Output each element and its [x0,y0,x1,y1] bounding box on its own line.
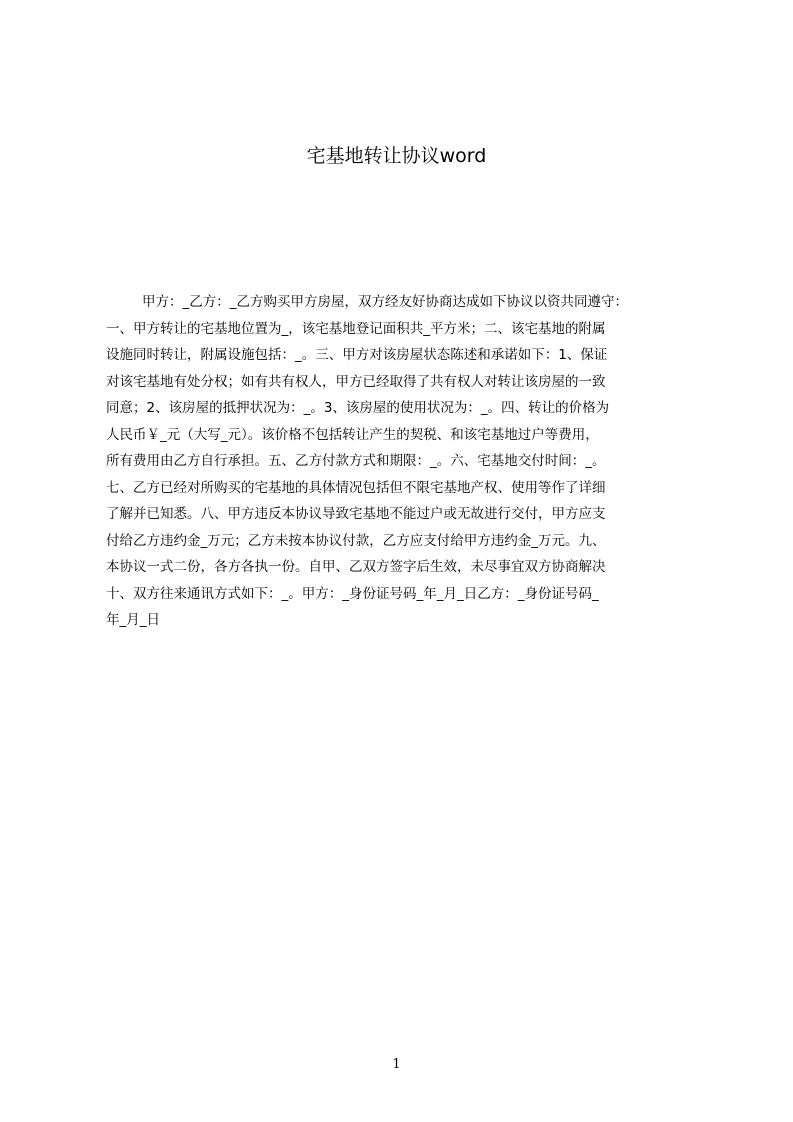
body-line: 本协议一式二份，各方各执一份。自甲、乙双方签字后生效，未尽事宜双方协商解决 [106,559,606,575]
body-line: 付给乙方违约金_万元；乙方未按本协议付款，乙方应支付给甲方违约金_万元。九、 [106,532,606,549]
body-line: 七、乙方已经对所购买的宅基地的具体情况包括但不限宅基地产权、使用等作了详细 [106,479,606,496]
body-line: 对该宅基地有处分权；如有共有权人，甲方已经取得了共有权人对转让该房屋的一致 [106,373,606,390]
body-line: 同意；2、该房屋的抵押状况为：_。3、该房屋的使用状况为：_。四、转让的价格为 [106,400,610,416]
document-title: 宅基地转让协议word [306,145,487,167]
body-line: 所有费用由乙方自行承担。五、乙方付款方式和期限：_。六、宅基地交付时间：_。 [106,453,606,469]
body-line: 十、双方往来通讯方式如下：_。甲方：_身份证号码_年_月_日乙方：_身份证号码_ [106,585,599,602]
body-line: 年_月_日 [106,612,160,628]
body-line: 甲方：_乙方：_乙方购买甲方房屋，双方经友好协商达成如下协议以资共同遵守： [142,294,628,310]
agreement-body [106,289,706,634]
page-number: 1 [392,1057,401,1072]
body-line: 设施同时转让，附属设施包括：_。三、甲方对该房屋状态陈述和承诺如下：1、保证 [106,347,608,363]
body-line: 人民币￥_元（大写_元）。该价格不包括转让产生的契税、和该宅基地过户等费用， [106,426,599,443]
body-line: 了解并已知悉。八、甲方违反本协议导致宅基地不能过户或无故进行交付，甲方应支 [106,506,606,522]
body-line: 一、甲方转让的宅基地位置为_，该宅基地登记面积共_平方米；二、该宅基地的附属 [106,320,606,337]
